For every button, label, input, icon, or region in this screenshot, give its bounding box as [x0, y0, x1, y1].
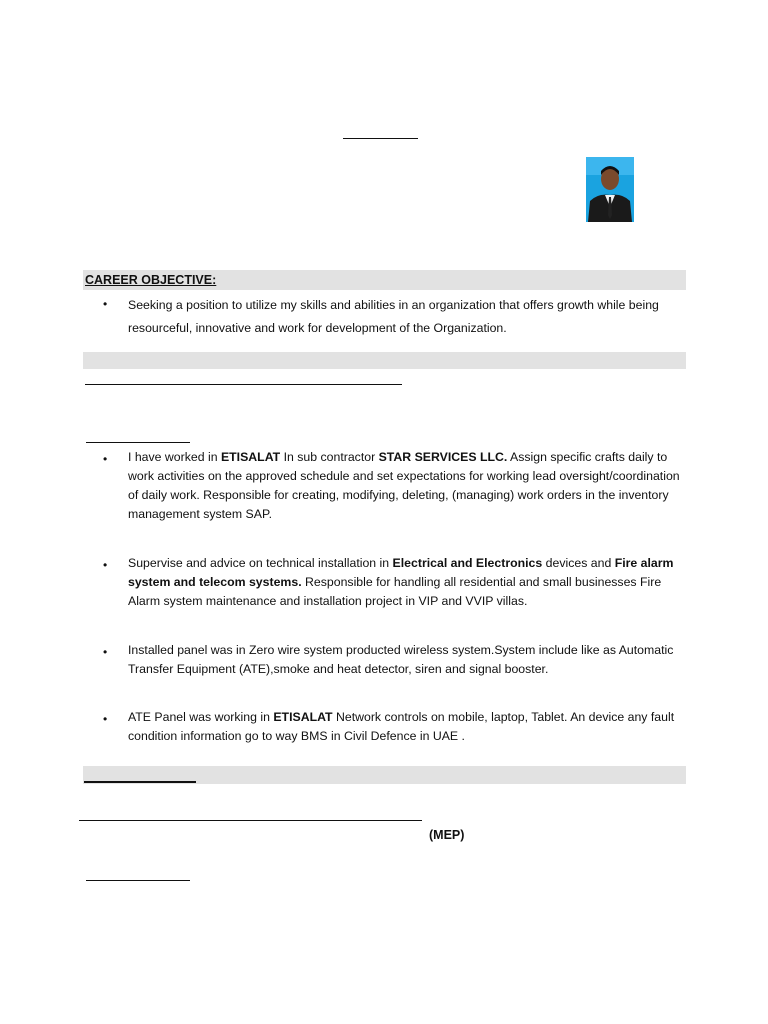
- experience-item: Supervise and advice on technical installation in Electrical and Electronics devices and Fire alarm system and telecom systems. Responsible for handling all residential and small businesses Fire Alarm system maintenance and installation project in VIP and VVIP villas.: [128, 556, 674, 608]
- bullet-dot-icon: •: [103, 297, 108, 311]
- mep-label: (MEP): [429, 828, 465, 842]
- lower-subheading-underline: [86, 880, 190, 881]
- experience-item: I have worked in ETISALAT In sub contractor STAR SERVICES LLC. Assign specific crafts daily to work activities on the approved schedule and set expectations for working lead oversight/coordination of daily work. Responsible for creating, modifying, deleting, (managing) work orders in the inventory management system SAP.: [128, 450, 680, 521]
- bullet-dot-icon: •: [103, 645, 108, 659]
- profile-photo: [586, 157, 634, 222]
- lower-section-rule: [79, 820, 422, 821]
- experience-item: Installed panel was in Zero wire system producted wireless system.System include like as Automatic Transfer Equipment (ATE),smoke and heat detector, siren and signal booster.: [128, 643, 674, 676]
- lower-heading-underline: [84, 781, 196, 783]
- section-band: [83, 352, 686, 369]
- title-underline: [343, 138, 418, 139]
- section-underline: [85, 384, 402, 385]
- subheading-underline: [86, 442, 190, 443]
- bullet-dot-icon: •: [103, 452, 108, 466]
- bullet-dot-icon: •: [103, 712, 108, 726]
- bullet-dot-icon: •: [103, 558, 108, 572]
- career-objective-text: Seeking a position to utilize my skills and abilities in an organization that offers growth while being resourceful, innovative and work for development of the Organization.: [128, 298, 659, 335]
- experience-item: ATE Panel was working in ETISALAT Network controls on mobile, laptop, Tablet. An device any fault condition information go to way BMS in Civil Defence in UAE .: [128, 710, 675, 743]
- career-objective-heading: CAREER OBJECTIVE:: [85, 273, 217, 287]
